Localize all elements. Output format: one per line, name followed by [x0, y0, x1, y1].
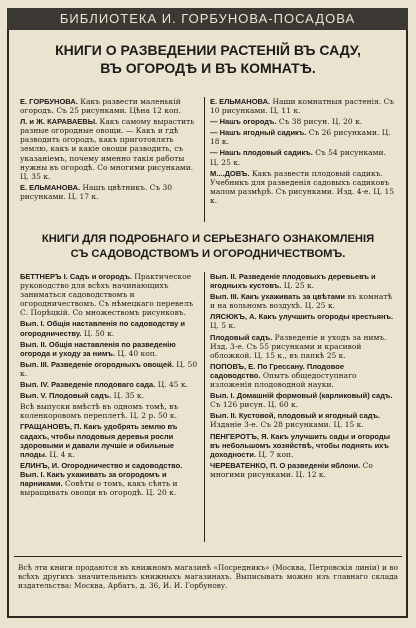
book-entry	[20, 319, 200, 337]
footer-rule	[14, 556, 402, 557]
section2-title-line2: СЪ САДОВОДСТВОМЪ И ОГОРОДНИЧЕСТВОМЪ.	[70, 248, 346, 260]
book-entry	[210, 117, 395, 126]
book-title: Вып. IV. Разведеніе плодоваго сада.	[20, 380, 156, 390]
book-entry	[210, 391, 395, 409]
book-title: — Нашъ огородъ.	[210, 117, 277, 127]
book-title: — Нашъ ягодный садикъ.	[210, 128, 307, 138]
book-price: Ц. 35 к.	[113, 391, 144, 401]
book-entry	[20, 360, 200, 378]
book-entry	[20, 461, 200, 497]
book-title: Вып. ІІ. Разведеніе плодовыхъ деревьевъ и ягодныхъ кустовъ.	[210, 272, 376, 291]
book-description: Съ 26 рисунками. Ц. 18 к.	[210, 128, 391, 147]
book-price: Съ 126 рисун. Ц. 60 к.	[210, 400, 299, 410]
book-entry	[210, 362, 395, 389]
book-author: М....ДОВЪ.	[210, 168, 250, 178]
book-author: ГРАЩАНОВЪ, П. Какъ удобрять землю въ садахъ, чтобы плодовыя деревья росли здоровыми и давали лучшіе и обильные плоды.	[20, 422, 178, 459]
book-author: ЛЯСЮКЪ, А. Какъ улучшить огороды крестьянъ.	[210, 312, 394, 322]
book-entry	[210, 169, 395, 205]
book-entry	[210, 128, 395, 146]
book-entry	[210, 432, 395, 459]
book-price: Ц. 25 к.	[283, 281, 315, 291]
book-description: въ комнатѣ и на вольномъ воздухѣ. Ц. 25 к.	[210, 292, 392, 311]
book-price: Изданіе 3-е. Съ 28 рисунками. Ц. 15 к.	[210, 420, 364, 430]
book-description: Наши комнатныя растенія. Съ 10 рисунками. Ц. 11 к.	[210, 97, 395, 116]
book-price: Ц. 4 к.	[49, 449, 75, 459]
book-entry	[20, 391, 200, 400]
footer-note: Всѣ эти книги продаются въ книжномъ магазинѣ «Посредникъ» (Москва, Петровскія линіи) и во всѣхъ другихъ значительныхъ книжныхъ магазинахъ. Выписывать можно изъ главнаго склада издательства: Москва, Арбатъ, д. 36, И. И. Горбунову.	[18, 563, 398, 590]
book-title: Вып. І. Домашній формовый (карликовый) садъ.	[210, 391, 393, 401]
book-price: Со многими рисунками. Ц. 12 к.	[210, 460, 373, 479]
book-price: Ц. 45 к.	[157, 380, 189, 390]
book-author: Е. ЕЛЬМАНОВА.	[20, 182, 81, 192]
book-description: Какъ развести плодовый садикъ. Учебникъ для разведенія садовыхъ садиковъ малом размѣрѣ. Съ рисунками. Изд. 4-е. Ц. 15 к.	[210, 168, 395, 205]
book-entry	[210, 461, 395, 479]
book-entry	[20, 97, 200, 115]
book-price: Ц. 5 к.	[210, 321, 236, 331]
book-author: БЕТТНЕРЪ І. Садъ и огородъ.	[20, 272, 132, 281]
book-author: Е. ГОРБУНОВА.	[20, 97, 78, 106]
book-description: Опытъ общедоступнаго изложенія плодоводной науки.	[210, 370, 357, 390]
book-entry	[20, 272, 200, 317]
book-title: Вып. V. Плодовый садъ.	[20, 391, 112, 401]
book-price: Ц. 50 к.	[83, 328, 115, 338]
book-entry	[210, 292, 395, 310]
book-entry	[20, 340, 200, 358]
section2-right-column	[210, 272, 395, 481]
book-entry	[20, 402, 200, 420]
book-description: Съ 54 рисунками. Ц. 25 к.	[210, 148, 386, 167]
section2-title-line1: КНИГИ ДЛЯ ПОДРОБНАГО И СЕРЬЕЗНАГО ОЗНАКОМЛЕНІЯ	[41, 233, 375, 245]
book-description: Какъ развести маленькій огородъ. Съ 25 рисунками. Цѣна 12 коп.	[20, 97, 181, 116]
book-title: Плодовый садъ.	[210, 332, 273, 342]
book-description: Съ 38 рисун. Ц. 20 к.	[278, 117, 363, 127]
book-title: Вып. І. Общія наставленія по садоводству и огородничеству.	[20, 319, 186, 338]
book-entry	[210, 312, 395, 330]
book-title: Вып. ІІІ. Какъ ухаживать за цвѣтами	[210, 292, 346, 302]
book-entry	[20, 422, 200, 458]
column-divider	[204, 97, 205, 222]
book-title: — Нашъ плодовый садикъ.	[210, 148, 313, 158]
book-title: Вып. ІІ. Кустовой, плодовый и ягодный садъ.	[210, 411, 380, 421]
book-author: ПЕНГЕРОТЪ, Я. Какъ улучшить сады и огороды въ небольшомъ хозяйствѣ, чтобы поднять ихъ доходности.	[210, 431, 391, 459]
book-entry	[20, 183, 200, 201]
book-author: ПОПОВЪ, Е. По Грессану. Плодовое садоводство.	[210, 361, 344, 380]
book-price: Ц. 50 к.	[20, 359, 198, 378]
book-price: Ц. 7 коп.	[258, 449, 294, 459]
book-author: ЕЛИНЪ, И. Огородничество и садоводство. Вып. І. Какъ ухаживать за огородомъ и парниками.	[20, 460, 183, 488]
book-entry	[210, 272, 395, 290]
section1-right-column	[210, 97, 395, 207]
book-author: Л. и Ж. КАРАВАЕВЫ.	[20, 117, 98, 127]
book-description: Какъ самому вырастить разные огородные овощи. — Какъ и гдѣ разводить огородъ, какъ приготовлять землю, какъ и какіе овощи разводить, съ указаніемъ, почему именно такія работы нужны въ огородѣ. Со многими рисунками. Ц. 35 к.	[20, 117, 195, 181]
book-price: Ц. 40 коп.	[117, 348, 158, 358]
library-header: БИБЛИОТЕКА И. ГОРБУНОВА-ПОСАДОВА	[7, 8, 408, 30]
book-title: Вып. ІІ. Общія наставленія по разведенію огорода и уходу за нимъ.	[20, 339, 176, 358]
book-description: Нашъ цвѣтникъ. Съ 30 рисунками. Ц. 17 к.	[20, 182, 173, 201]
section1-left-column	[20, 97, 200, 203]
section1-title-line1: КНИГИ О РАЗВЕДЕНИИ РАСТЕНІЙ ВЪ САДУ,	[55, 42, 361, 58]
book-entry	[210, 333, 395, 360]
book-entry	[20, 117, 200, 181]
column-divider	[204, 272, 205, 542]
book-entry	[210, 411, 395, 429]
book-description: Разведеніе и уходъ за нимъ. Изд. 3-е. Съ 55 рисунками и красивой обложкой. Ц. 15 к., въ папкѣ 25 к.	[210, 332, 387, 360]
book-author: Е. ЕЛЬМАНОВА.	[210, 97, 271, 106]
book-entry	[210, 148, 395, 166]
book-entry	[20, 380, 200, 389]
book-author: ЧЕРЕВАТЕНКО, П. О разведеніи яблони.	[210, 460, 361, 470]
book-description: Практическое руководство для всѣхъ начинающихъ заниматься садоводствомъ и огородничествомъ. Съ нѣмецкаго перевелъ С. Порѣцкій. Со множествомъ рисунковъ.	[20, 272, 194, 318]
book-description: Совѣты о томъ, какъ сѣять и выращивать овощи въ огородѣ. Ц. 20 к.	[20, 478, 178, 498]
section2-left-column	[20, 272, 200, 499]
section1-title-line2: ВЪ ОГОРОДѢ И ВЪ КОМНАТѢ.	[100, 60, 316, 76]
book-title: Вып. ІІІ. Разведеніе огородныхъ овощей.	[20, 359, 174, 369]
book-entry	[210, 97, 395, 115]
book-description: Всѣ выпуски вмѣстѣ въ одномъ томѣ, въ коленкоровомъ переплетѣ. Ц. 2 р. 50 к.	[20, 402, 179, 421]
